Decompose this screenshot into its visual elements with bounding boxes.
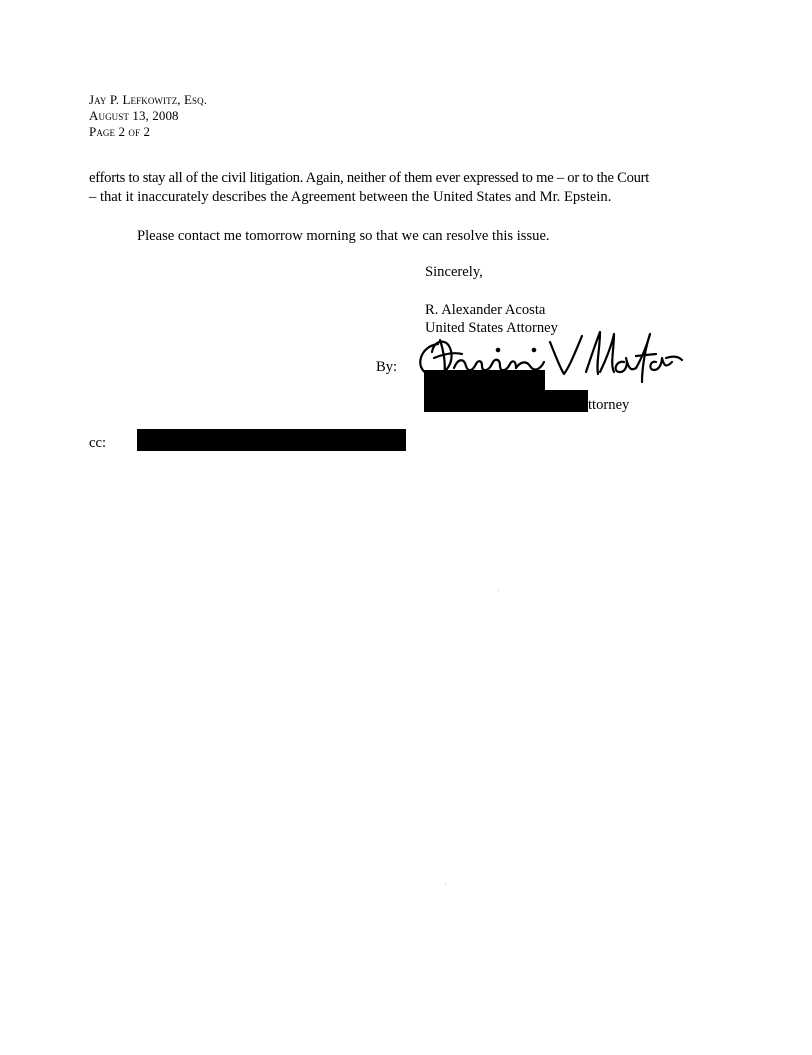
- scan-speck: [498, 590, 499, 591]
- closing-salutation: Sincerely,: [425, 264, 483, 280]
- signer-name: R. Alexander Acosta: [425, 302, 546, 318]
- signer-title: United States Attorney: [425, 320, 558, 336]
- redaction-block-signer-name: [424, 370, 545, 392]
- paragraph-1-line-1: efforts to stay all of the civil litigation. Again, neither of them ever expressed to me – or to the Court: [89, 170, 650, 186]
- scan-speck: [445, 884, 446, 885]
- header-page-number: Page 2 of 2: [89, 124, 151, 139]
- header-date: August 13, 2008: [89, 108, 179, 123]
- redaction-block-cc: [137, 429, 406, 451]
- by-label: By:: [376, 359, 398, 375]
- paragraph-1-line-2: – that it inaccurately describes the Agreement between the United States and Mr. Epstein.: [89, 189, 612, 205]
- cc-label: cc:: [89, 435, 107, 451]
- signer-title-visible-fragment: ttorney: [588, 397, 630, 413]
- redaction-block-signer-title: [424, 390, 588, 412]
- paragraph-2: Please contact me tomorrow morning so that we can resolve this issue.: [137, 228, 550, 244]
- header-recipient: Jay P. Lefkowitz, Esq.: [89, 92, 208, 107]
